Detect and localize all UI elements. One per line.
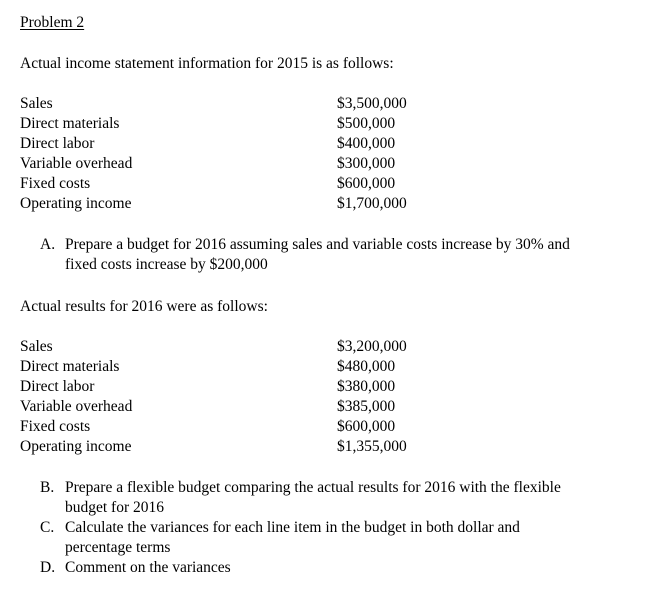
- row-value: $3,500,000: [337, 95, 407, 112]
- item-text: Prepare a flexible budget comparing the actual results for 2016 with the flexible budget for 2016: [65, 479, 561, 516]
- row-label: Variable overhead: [20, 398, 133, 415]
- row-label: Fixed costs: [20, 418, 91, 435]
- row-value: $385,000: [337, 398, 396, 415]
- problem-title: Problem 2: [20, 14, 85, 31]
- row-label: Fixed costs: [20, 175, 91, 192]
- row-label: Direct materials: [20, 358, 120, 375]
- table-row: [20, 417, 440, 437]
- table-row: [20, 357, 440, 377]
- list-item: [40, 235, 585, 275]
- parts-bcd-list: [40, 478, 590, 578]
- row-label: Direct labor: [20, 135, 95, 152]
- table-row: [20, 94, 440, 114]
- item-letter: B.: [40, 479, 55, 496]
- row-label: Sales: [20, 95, 53, 112]
- table-row: [20, 134, 440, 154]
- list-item: [40, 558, 590, 578]
- item-text: Calculate the variances for each line item in the budget in both dollar and percentage terms: [65, 519, 520, 556]
- table-row: [20, 194, 440, 214]
- item-text: Prepare a budget for 2016 assuming sales and variable costs increase by 30% and fixed costs increase by $200,000: [65, 236, 570, 273]
- row-value: $3,200,000: [337, 338, 407, 355]
- income-table-2015: [20, 94, 440, 214]
- row-label: Direct labor: [20, 378, 95, 395]
- row-value: $1,700,000: [337, 195, 407, 212]
- item-text: Comment on the variances: [65, 559, 231, 576]
- row-value: $500,000: [337, 115, 396, 132]
- row-value: $600,000: [337, 418, 396, 435]
- list-item: [40, 478, 590, 518]
- table-row: [20, 154, 440, 174]
- row-value: $1,355,000: [337, 438, 407, 455]
- part-a-list: [40, 235, 585, 275]
- list-item: [40, 518, 590, 558]
- row-label: Variable overhead: [20, 155, 133, 172]
- row-label: Operating income: [20, 195, 132, 212]
- item-letter: D.: [40, 559, 56, 576]
- row-value: $380,000: [337, 378, 396, 395]
- intro-2015: Actual income statement information for 2015 is as follows:: [20, 55, 394, 72]
- income-table-2016: [20, 337, 440, 457]
- table-row: [20, 377, 440, 397]
- table-row: [20, 337, 440, 357]
- table-row: [20, 437, 440, 457]
- table-row: [20, 174, 440, 194]
- item-letter: A.: [40, 236, 56, 253]
- row-value: $600,000: [337, 175, 396, 192]
- intro-2016: Actual results for 2016 were as follows:: [20, 298, 268, 315]
- table-row: [20, 114, 440, 134]
- row-value: $300,000: [337, 155, 396, 172]
- table-row: [20, 397, 440, 417]
- row-label: Sales: [20, 338, 53, 355]
- row-value: $400,000: [337, 135, 396, 152]
- row-label: Operating income: [20, 438, 132, 455]
- item-letter: C.: [40, 519, 55, 536]
- row-label: Direct materials: [20, 115, 120, 132]
- row-value: $480,000: [337, 358, 396, 375]
